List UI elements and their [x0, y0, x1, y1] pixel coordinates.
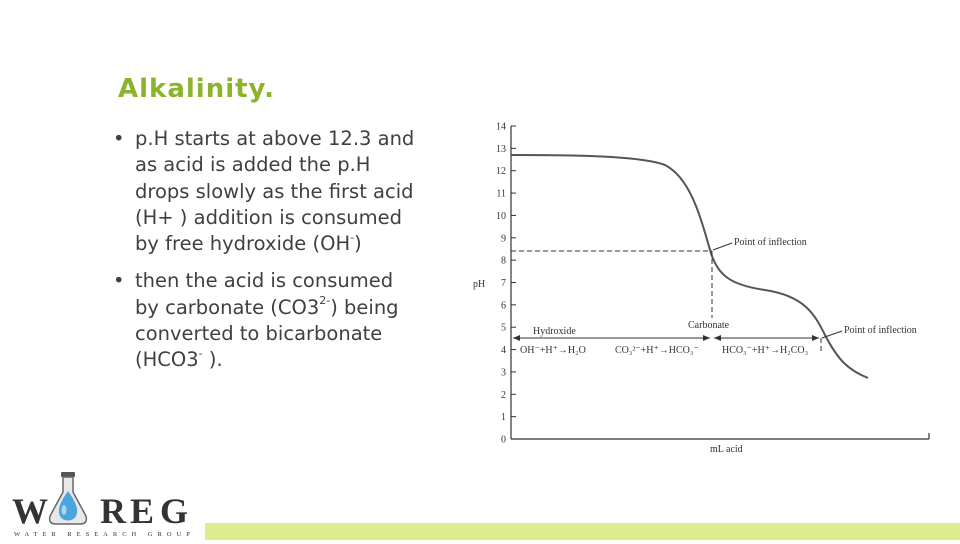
y-tick-label: 6	[501, 300, 506, 312]
y-tick-label: 8	[501, 255, 506, 267]
inflection-1-label: Point of inflection	[734, 237, 807, 248]
y-ticks	[496, 122, 516, 446]
arrowhead	[513, 335, 520, 341]
hydroxide-label: Hydroxide	[533, 326, 576, 337]
bullet-2-superscript-b: -	[198, 346, 203, 360]
y-axis-label: pH	[473, 279, 486, 290]
y-tick-label: 1	[501, 412, 506, 424]
y-tick-label: 11	[496, 188, 506, 200]
bullet-dot: •	[113, 269, 125, 293]
arrowhead	[714, 335, 721, 341]
footer-accent-bar	[205, 523, 960, 540]
bullet-dot: •	[113, 127, 125, 150]
reaction-1-label: OH⁻+H⁺→H₂O	[520, 345, 586, 356]
y-tick-label: 2	[501, 389, 506, 401]
titration-curve-figure	[460, 115, 940, 460]
x-axis-label: mL acid	[710, 444, 743, 455]
bullet-2-text-b: ) being converted to bicarbonate (HCO3	[135, 295, 399, 372]
y-tick-label: 13	[496, 143, 506, 155]
logo-letter-r: R	[100, 491, 126, 531]
reaction-3-label: HCO₃⁻+H⁺→H₂CO₃	[722, 345, 809, 356]
y-tick-label: 0	[501, 434, 506, 446]
arrowhead	[812, 335, 819, 341]
bullet-2-text-c: ).	[202, 348, 223, 372]
y-tick-label: 3	[501, 367, 506, 379]
wreg-logo-graphic	[0, 466, 200, 540]
bullet-list	[113, 126, 423, 385]
logo-tagline: WATER RESEARCH GROUP	[14, 531, 195, 538]
bullet-2-superscript-a: 2-	[319, 294, 331, 308]
logo-letter-g: G	[160, 491, 189, 531]
y-tick-label: 7	[501, 278, 506, 289]
logo-letter-e: E	[130, 491, 155, 531]
y-tick-label: 9	[501, 233, 506, 245]
bullet-1-text: p.H starts at above 12.3 and as acid is added the p.H drops slowly as the first acid (H+ ) addition is consumed by free hydroxide (OH	[135, 127, 415, 256]
logo-letter-w: W	[12, 491, 48, 531]
y-tick-label: 5	[501, 322, 506, 334]
reaction-2-label: CO₃²⁻+H⁺→HCO₃⁻	[615, 345, 699, 356]
arrowhead	[703, 335, 710, 341]
y-tick-label: 14	[496, 121, 506, 133]
inflection-1-pointer	[713, 243, 732, 250]
y-tick-label: 4	[501, 345, 506, 357]
slide-title: Alkalinity.	[118, 74, 275, 104]
bullet-item-2	[113, 268, 423, 373]
inflection-2-label: Point of inflection	[844, 325, 917, 336]
bullet-1-superscript: -	[350, 230, 355, 244]
bullet-item-1	[113, 126, 423, 257]
y-tick-label: 12	[496, 166, 506, 178]
carbonate-label: Carbonate	[688, 320, 730, 331]
bullet-1-close: )	[354, 232, 362, 256]
bullet-2-text-a: then the acid is consumed by carbonate (CO3	[135, 269, 394, 319]
y-tick-label: 10	[496, 210, 506, 222]
wreg-logo	[0, 466, 200, 540]
